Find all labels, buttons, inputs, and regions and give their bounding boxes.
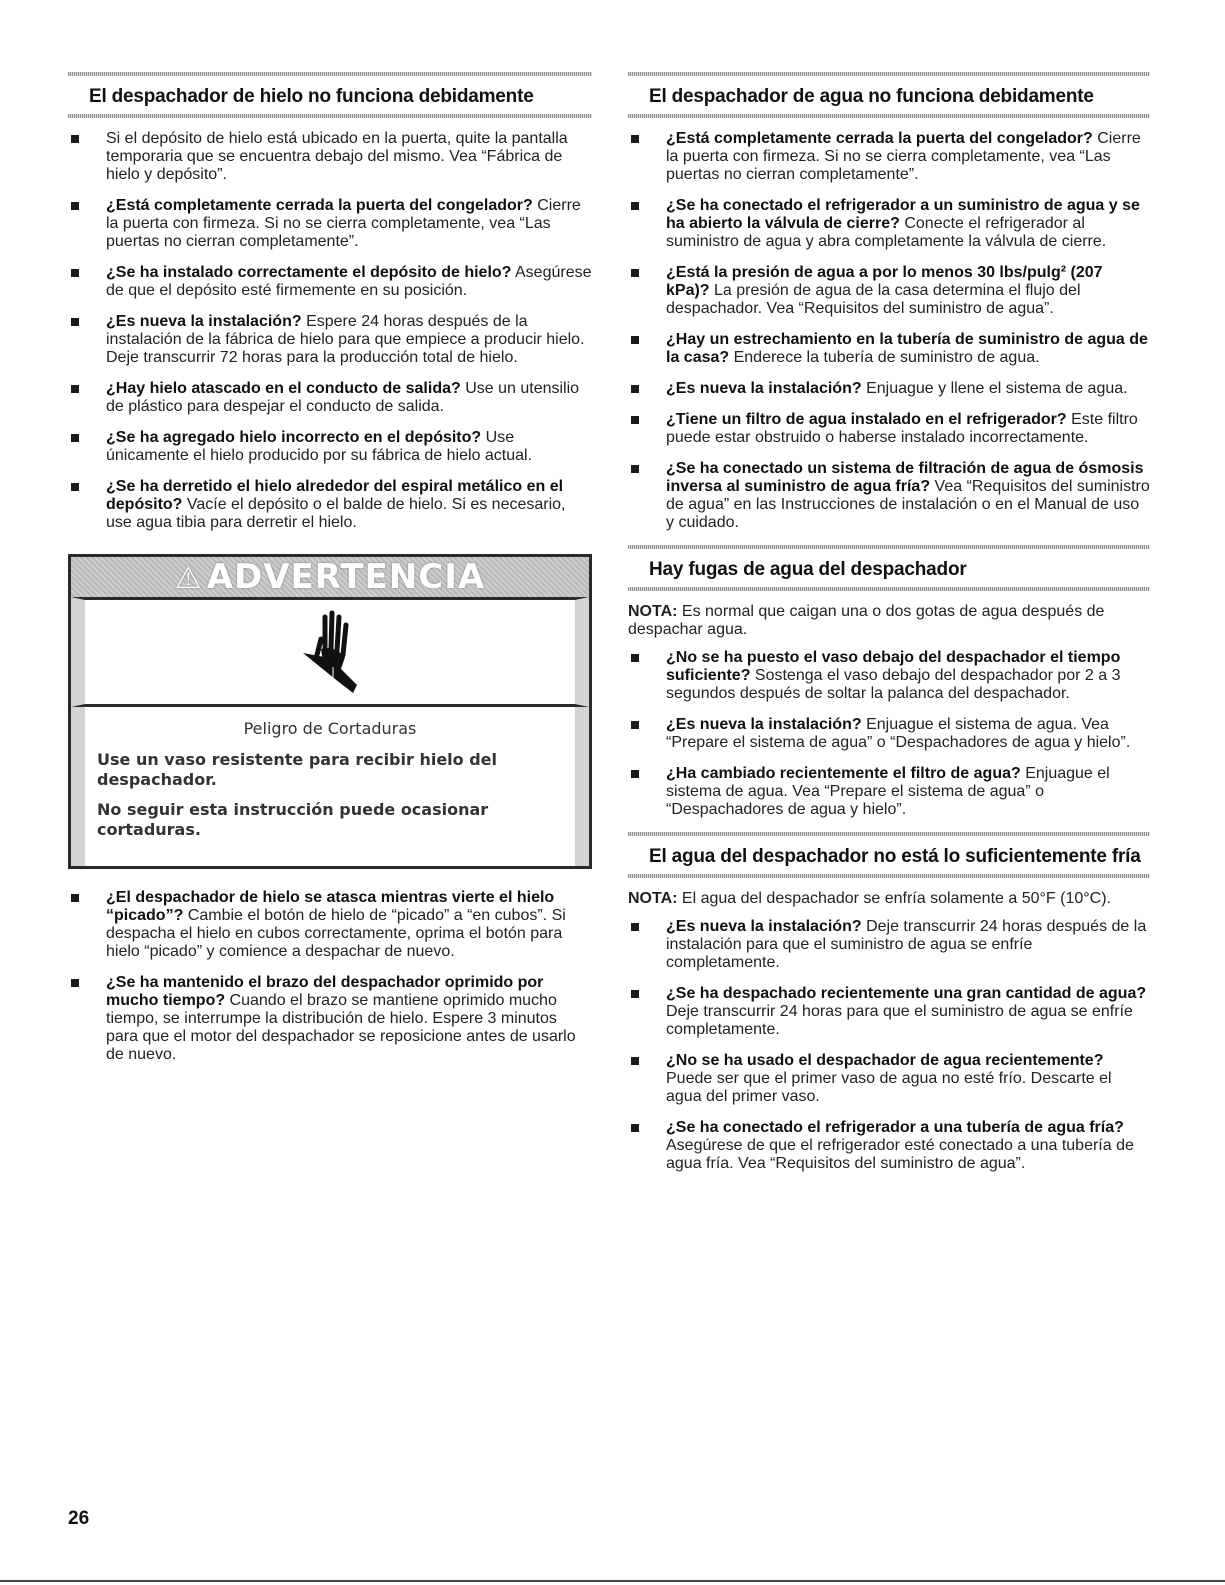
warning-hazard: Peligro de Cortaduras [243, 719, 417, 738]
section-title: El despachador de agua no funciona debidamente [649, 86, 1094, 107]
item-text: Sostenga el vaso debajo del despachador por 2 a 3 segundos después de soltar la palanca del despachador. [666, 667, 1121, 702]
item-question: ¿Se ha conectado el refrigerador a un suministro de agua y se ha abierto la válvula de cierre? [666, 197, 1140, 232]
bullet-list [68, 130, 592, 532]
item-question: ¿Se ha derretido el hielo alrededor del espiral metálico en el depósito? [106, 478, 564, 513]
item-question: ¿Hay un estrechamiento en la tubería de suministro de agua de la casa? [666, 331, 1148, 366]
warning-title-text: ADVERTENCIA [206, 557, 486, 597]
section-title: El despachador de hielo no funciona debidamente [89, 86, 534, 107]
item-text: Deje transcurrir 24 horas después de la instalación para que el suministro de agua se enfríe completamente. [666, 918, 1147, 971]
page-divider [0, 1580, 1225, 1582]
item-text: Cuando el brazo se mantiene oprimido mucho tiempo, se interrumpe la distribución de hielo. Espere 3 minutos para que el motor del despachador se reposicione antes de usarlo de nuevo. [106, 992, 576, 1063]
right-column [628, 72, 1150, 1186]
item-question: ¿No se ha puesto el vaso debajo del despachador el tiempo suficiente? [666, 649, 1121, 684]
warning-line-1: Use un vaso resistente para recibir hielo del despachador. [97, 750, 498, 789]
section-header [628, 545, 1150, 591]
item-text: Asegúrese de que el refrigerador esté conectado a una tubería de agua fría. Vea “Requisitos del suministro de agua”. [666, 1137, 1134, 1172]
left-column [68, 72, 592, 1077]
list-item [68, 130, 592, 184]
item-text: Deje transcurrir 24 horas para que el suministro de agua se enfríe completamente. [666, 1003, 1133, 1038]
item-text: Enjuague el sistema de agua. Vea “Prepare el sistema de agua” o “Despachadores de agua y hielo”. [666, 765, 1110, 818]
item-text: Enjuague y llene el sistema de agua. [861, 380, 1128, 397]
list-item [628, 985, 1150, 1039]
item-text: Espere 24 horas después de la instalación de la fábrica de hielo para que empiece a producir hielo. Deje transcurrir 72 horas para la producción total de hielo. [106, 313, 585, 366]
item-text: Cierre la puerta con firmeza. Si no se cierra completamente, vea “Las puertas no cierran completamente”. [666, 130, 1141, 183]
item-text: Si el depósito de hielo está ubicado en la puerta, quite la pantalla temporaria que se encuentra debajo del mismo. Vea “Fábrica de hielo y depósito”. [106, 130, 568, 183]
list-item [628, 1052, 1150, 1106]
item-text: Este filtro puede estar obstruido o haberse instalado incorrectamente. [666, 411, 1138, 446]
item-question: ¿Está completamente cerrada la puerta del congelador? [666, 130, 1093, 147]
note [628, 890, 1150, 908]
list-item [68, 889, 592, 961]
warning-header [71, 557, 589, 597]
section-title: Hay fugas de agua del despachador [649, 559, 967, 580]
item-question: ¿Se ha conectado el refrigerador a una tubería de agua fría? [666, 1119, 1124, 1136]
note-text: El agua del despachador se enfría solamente a 50°F (10°C). [677, 890, 1111, 907]
item-text: Use un utensilio de plástico para despejar el conducto de salida. [106, 380, 580, 415]
list-item [628, 411, 1150, 447]
warning-triangle-icon: ⚠ [174, 561, 203, 596]
list-item [628, 331, 1150, 367]
item-text: Puede ser que el primer vaso de agua no esté frío. Descarte el agua del primer vaso. [666, 1070, 1112, 1105]
item-question: ¿Es nueva la instalación? [106, 313, 302, 330]
item-question: ¿Es nueva la instalación? [666, 380, 862, 397]
list-item [628, 649, 1150, 703]
list-item [68, 429, 592, 465]
item-question: ¿No se ha usado el despachador de agua recientemente? [666, 1052, 1104, 1069]
item-text: Vacíe el depósito o el balde de hielo. Si es necesario, use agua tibia para derretir el hielo. [106, 496, 566, 531]
warning-box [68, 554, 592, 869]
item-question: ¿El despachador de hielo se atasca mientras vierte el hielo “picado”? [106, 889, 555, 924]
item-text: Cierre la puerta con firmeza. Si no se cierra completamente, vea “Las puertas no cierran completamente”. [106, 197, 581, 250]
bullet-list [68, 889, 592, 1064]
note [628, 603, 1150, 639]
list-item [628, 765, 1150, 819]
list-item [68, 478, 592, 532]
item-question: ¿Está la presión de agua a por lo menos 30 lbs/pulg² (207 kPa)? [666, 264, 1103, 299]
list-item [628, 380, 1150, 398]
item-question: ¿Es nueva la instalación? [666, 716, 862, 733]
warning-icon-area [71, 597, 589, 707]
item-question: ¿Es nueva la instalación? [666, 918, 862, 935]
list-item [68, 380, 592, 416]
section-header [628, 832, 1150, 878]
item-question: ¿Se ha agregado hielo incorrecto en el depósito? [106, 429, 482, 446]
item-text: Conecte el refrigerador al suministro de agua y abra completamente la válvula de cierre. [666, 215, 1107, 250]
warning-title [175, 557, 485, 597]
bullet-list [628, 649, 1150, 819]
item-text: Cambie el botón de hielo de “picado” a “en cubos”. Si despacha el hielo en cubos correctamente, oprima el botón para hielo “picado” y comience a despachar de nuevo. [106, 907, 566, 960]
list-item [628, 460, 1150, 532]
note-label: NOTA: [628, 603, 678, 620]
list-item [628, 197, 1150, 251]
warning-line-2: No seguir esta instrucción puede ocasionar cortaduras. [97, 800, 489, 839]
list-item [628, 130, 1150, 184]
item-text: Enjuague el sistema de agua. Vea “Prepare el sistema de agua” o “Despachadores de agua y hielo”. [666, 716, 1131, 751]
list-item [628, 918, 1150, 972]
note-text: Es normal que caigan una o dos gotas de agua después de despachar agua. [628, 603, 1105, 638]
item-question: ¿Se ha despachado recientemente una gran cantidad de agua? [666, 985, 1147, 1002]
item-question: ¿Ha cambiado recientemente el filtro de agua? [666, 765, 1021, 782]
list-item [628, 716, 1150, 752]
list-item [68, 264, 592, 300]
item-text: Vea “Requisitos del suministro de agua” en las Instrucciones de instalación o en el Manual de uso y cuidado. [666, 478, 1150, 531]
item-text: Enderece la tubería de suministro de agua. [729, 349, 1040, 366]
list-item [628, 1119, 1150, 1173]
list-item [68, 197, 592, 251]
note-label: NOTA: [628, 890, 678, 907]
item-question: ¿Está completamente cerrada la puerta del congelador? [106, 197, 533, 214]
item-text: Asegúrese de que el depósito esté firmemente en su posición. [106, 264, 592, 299]
section-title: El agua del despachador no está lo suficientemente fría [649, 846, 1141, 867]
list-item [68, 313, 592, 367]
cut-hazard-icon [295, 609, 365, 695]
list-item [628, 264, 1150, 318]
item-question: ¿Se ha instalado correctamente el depósito de hielo? [106, 264, 512, 281]
item-question: ¿Tiene un filtro de agua instalado en el refrigerador? [666, 411, 1067, 428]
list-item [68, 974, 592, 1064]
item-text: Use únicamente el hielo producido por su fábrica de hielo actual. [106, 429, 533, 464]
item-question: ¿Se ha mantenido el brazo del despachador oprimido por mucho tiempo? [106, 974, 544, 1009]
item-question: ¿Hay hielo atascado en el conducto de salida? [106, 380, 461, 397]
section-header [628, 72, 1150, 118]
bullet-list [628, 130, 1150, 532]
bullet-list [628, 918, 1150, 1173]
section-header [68, 72, 592, 118]
item-question: ¿Se ha conectado un sistema de filtración de agua de ósmosis inversa al suministro de agua fría? [666, 460, 1144, 495]
page-number: 26 [68, 1508, 90, 1529]
warning-body [71, 707, 589, 866]
item-text: La presión de agua de la casa determina el flujo del despachador. Vea “Requisitos del suministro de agua”. [666, 282, 1081, 317]
